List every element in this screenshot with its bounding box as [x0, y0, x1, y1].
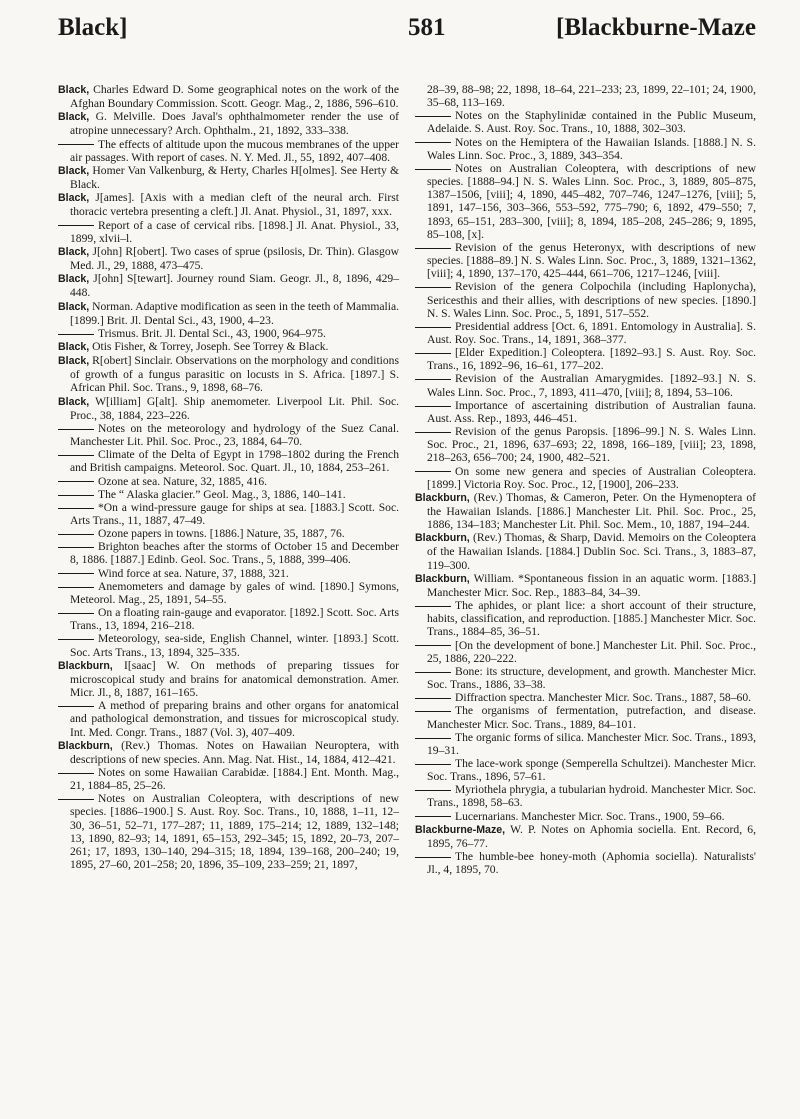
entry-text: Diffraction spectra. Manchester Micr. Soc. Trans., 1887, 58–60.: [455, 691, 752, 705]
bib-entry: [58, 300, 399, 327]
bib-entry: [415, 346, 756, 372]
ditto-dash: [58, 508, 94, 509]
author-name: Black,: [58, 164, 90, 177]
entry-text: Notes on the meteorology and hydrology of the Suez Canal. Manchester Lit. Phil. Soc. Proc., 23, 1884, 64–70.: [70, 421, 399, 449]
entry-text: [On the development of bone.] Manchester Lit. Phil. Soc. Proc., 25, 1886, 220–222.: [427, 638, 756, 665]
ditto-dash: [415, 142, 451, 143]
author-name: Black,: [58, 395, 90, 408]
bib-entry: [58, 488, 399, 501]
ditto-dash: [415, 379, 451, 380]
ditto-dash: [415, 790, 451, 791]
entry-text: Revision of the genus Heteronyx, with descriptions of new species. [1888–89.] N. S. Wales Linn. Soc. Proc., 3, 1889, 1321–1362, [viii]; 4, 1890, 137–170, 425–444, 661–706, 1217–1246, [viii].: [427, 240, 756, 281]
ditto-dash: [415, 471, 451, 472]
entry-text: Notes on Australian Coleoptera, with descriptions of new species. [1886–1900.] S. Aust. Roy. Soc. Trans., 10, 1888, 1–11, 12–30, 36–51, 52–71, 177–287; 11, 1889, 175–214; 12, 1889, 132–148; 13, 1890, 82–93; 14, 1891, 65–153, 292–345; 15, 1892, 20–73, 207–261; 17, 1893, 130–140, 294–315; 18, 1894, 139–168, 200–240; 19, 1895, 27–60, 201–258; 20, 1896, 35–109, 233–259; 21, 1897,: [70, 792, 399, 872]
ditto-dash: [415, 645, 451, 646]
bib-entry: [415, 372, 756, 398]
entry-text: Wind force at sea. Nature, 37, 1888, 321.: [98, 566, 289, 580]
bib-entry: [415, 109, 756, 135]
ditto-dash: [415, 406, 451, 407]
bib-entry: [58, 659, 399, 699]
entry-text: Revision of the Australian Amarygmides. [1892–93.] N. S. Wales Linn. Soc. Proc., 7, 1893, 411–470, [viii]; 8, 1894, 53–106.: [427, 372, 756, 399]
bib-entry: [415, 757, 756, 783]
running-header: [52, 0, 756, 60]
entry-text: Notes on the Staphylinidæ contained in the Public Museum, Adelaide. S. Aust. Roy. Soc. Trans., 10, 1888, 302–303.: [427, 109, 756, 136]
entry-text: Trismus. Brit. Jl. Dental Sci., 43, 1900, 964–975.: [98, 326, 326, 340]
ditto-dash: [415, 327, 451, 328]
header-left: Black]: [58, 14, 128, 41]
bib-entry: [58, 475, 399, 488]
bib-entry: [58, 327, 399, 340]
entry-text: Homer Van Valkenburg, & Herty, Charles H[olmes]. See Herty & Black.: [70, 163, 399, 192]
bib-entry: [58, 191, 399, 218]
author-name: Black,: [58, 111, 90, 124]
entry-text: The effects of altitude upon the mucous membranes of the upper air passages. With report of cases. N. Y. Med. Jl., 55, 1892, 407–408.: [70, 137, 399, 164]
bib-entry: [58, 527, 399, 540]
ditto-dash: [58, 481, 94, 482]
ditto-dash: [58, 144, 94, 145]
bib-entry: [415, 639, 756, 665]
bib-entry: [58, 138, 399, 164]
author-name: Black,: [58, 355, 90, 368]
ditto-dash: [58, 773, 94, 774]
author-name: Blackburne-Maze,: [415, 823, 506, 836]
ditto-dash: [58, 799, 94, 800]
entry-text: (Rev.) Thomas, & Cameron, Peter. On the Hymenoptera of the Hawaiian Islands. [1886.] Manchester Lit. Phil. Soc. Proc., 25, 1886, 134–183; Manchester Lit. Phil. Soc. Mem., 10, 1887, 194–244.: [427, 490, 756, 532]
header-right: [Blackburne-Maze: [556, 14, 756, 41]
entry-text: [Elder Expedition.] Coleoptera. [1892–93.] S. Aust. Roy. Soc. Trans., 16, 1892–96, 16–61, 177–202.: [427, 346, 756, 373]
bib-entry: [58, 540, 399, 566]
entry-text: Otis Fisher, & Torrey, Joseph. See Torrey & Black.: [89, 339, 329, 353]
ditto-dash: [415, 672, 451, 673]
entry-text: The lace-work sponge (Semperella Schultzei). Manchester Micr. Soc. Trans., 1896, 57–61.: [427, 756, 756, 784]
entry-text: I[saac] W. On methods of preparing tissues for microscopical study and brains for anatomical demonstration. Amer. Micr. Jl., 8, 1887, 161–165.: [70, 658, 399, 700]
author-name: Black,: [58, 273, 90, 286]
bib-entry: [58, 110, 399, 137]
ditto-dash: [415, 698, 451, 699]
bib-entry: [415, 83, 756, 109]
entry-text: Meteorology, sea-side, English Channel, winter. [1893.] Scott. Soc. Arts Trans., 13, 1894, 325–335.: [70, 632, 399, 659]
entry-text: Report of a case of cervical ribs. [1898.] Jl. Anat. Physiol., 33, 1899, xlvii–l.: [70, 218, 399, 245]
bib-entry: [415, 162, 756, 241]
bib-entry: [415, 465, 756, 491]
entry-text: *On a wind-pressure gauge for ships at sea. [1883.] Scott. Soc. Arts Trans., 11, 1887, 47–49.: [70, 500, 399, 527]
ditto-dash: [415, 738, 451, 739]
bib-entry: [58, 567, 399, 580]
left-column: [58, 83, 399, 876]
entry-text: J[ohn] R[obert]. Two cases of sprue (psilosis, Dr. Thin). Glasgow Med. Jl., 29, 1888, 473–475.: [70, 244, 399, 273]
entry-text: Brighton beaches after the storms of October 15 and December 8, 1886. [1887.] Edinb. Geol. Soc. Trans., 5, 1888, 399–406.: [70, 540, 399, 567]
bib-entry: [58, 219, 399, 245]
bib-entry: [58, 395, 399, 422]
bib-entry: [415, 425, 756, 464]
bib-entry: [415, 665, 756, 691]
ditto-dash: [58, 495, 94, 496]
bib-entry: [415, 241, 756, 280]
ditto-dash: [415, 116, 451, 117]
entry-text: Myriothela phrygia, a tubularian hydroid. Manchester Micr. Soc. Trans., 1898, 58–63.: [427, 783, 756, 810]
entry-text: Climate of the Delta of Egypt in 1798–1802 during the French and British campaigns. Meteorol. Soc. Quart. Jl., 10, 1884, 253–261.: [70, 448, 399, 475]
author-name: Blackburn,: [415, 572, 470, 585]
entry-text: Revision of the genus Paropsis. [1896–99.] N. S. Wales Linn. Soc. Proc., 21, 1896, 637–693; 22, 1898, 166–189, [viii]; 23, 1898, 218–263, 656–700; 24, 1900, 482–521.: [427, 425, 756, 465]
bib-entry: [58, 354, 399, 394]
bib-entry: [58, 448, 399, 474]
entry-text: (Rev.) Thomas, & Sharp, David. Memoirs on the Coleoptera of the Hawaiian Islands. [1884.] Dublin Soc. Sci. Trans., 3, 1883–87, 119–300.: [427, 531, 756, 572]
bib-entry: [415, 850, 756, 876]
entry-text: The organic forms of silica. Manchester Micr. Soc. Trans., 1893, 19–31.: [427, 730, 756, 757]
bib-entry: [415, 599, 756, 638]
ditto-dash: [415, 353, 451, 354]
bib-entry: [415, 531, 756, 571]
ditto-dash: [58, 587, 94, 588]
ditto-dash: [415, 606, 451, 607]
ditto-dash: [58, 639, 94, 640]
ditto-dash: [415, 248, 451, 249]
author-name: Black,: [58, 300, 90, 313]
entry-text: A method of preparing brains and other organs for anatomical and pathological demonstration, and tissues for microscopical study. Int. Med. Congr. Trans., 1887 (Vol. 3), 407–409.: [70, 699, 399, 739]
entry-text: The organisms of fermentation, putrefaction, and disease. Manchester Micr. Soc. Trans., 1889, 84–101.: [427, 704, 756, 731]
ditto-dash: [58, 534, 94, 535]
ditto-dash: [58, 547, 94, 548]
ditto-dash: [58, 455, 94, 456]
bib-entry: [58, 245, 399, 272]
ditto-dash: [415, 287, 451, 288]
bib-entry: [58, 606, 399, 632]
entry-text: G. Melville. Does Javal's ophthalmometer render the use of atropine unnecessary? Arch. Ophthalm., 21, 1892, 333–338.: [70, 110, 399, 138]
ditto-dash: [58, 225, 94, 226]
bib-entry: [58, 164, 399, 191]
entry-text: (Rev.) Thomas. Notes on Hawaiian Neuroptera, with descriptions of new species. Ann. Mag. Nat. Hist., 14, 1884, 412–421.: [70, 738, 399, 766]
author-name: Black,: [58, 192, 90, 205]
entry-text: Ozone at sea. Nature, 32, 1885, 416.: [98, 474, 268, 488]
bib-entry: [58, 580, 399, 606]
entry-text: Presidential address [Oct. 6, 1891. Entomology in Australia]. S. Aust. Roy. Soc. Trans., 14, 1891, 368–377.: [427, 319, 756, 346]
entry-text: Notes on the Hemiptera of the Hawaiian Islands. [1888.] N. S. Wales Linn. Soc. Proc., 3, 1889, 343–354.: [427, 135, 756, 162]
bib-entry: [58, 766, 399, 792]
entry-text: The aphides, or plant lice: a short account of their structure, habits, classification, and reproduction. [1885.] Manchester Micr. Soc. Trans., 1884–85, 36–51.: [427, 599, 756, 639]
bib-entry: [58, 739, 399, 766]
bib-entry: [415, 572, 756, 599]
author-name: Blackburn,: [58, 739, 113, 752]
bib-entry: [415, 280, 756, 319]
bib-entry: [415, 136, 756, 162]
bib-entry: [415, 823, 756, 850]
ditto-dash: [58, 573, 94, 574]
bib-entry: [415, 810, 756, 823]
entry-text: On a floating rain-gauge and evaporator. [1892.] Scott. Soc. Arts Trans., 13, 1894, 216–218.: [70, 606, 399, 633]
bib-entry: [58, 792, 399, 871]
author-name: Black,: [58, 340, 90, 353]
entry-text: On some new genera and species of Australian Coleoptera. [1899.] Victoria Roy. Soc. Proc., 12, [1900], 206–233.: [427, 464, 756, 491]
right-column: [415, 83, 756, 876]
ditto-dash: [415, 711, 451, 712]
author-name: Blackburn,: [415, 491, 470, 504]
bib-entry: [58, 272, 399, 299]
ditto-dash: [58, 613, 94, 614]
author-name: Black,: [58, 84, 90, 96]
ditto-dash: [415, 857, 451, 858]
bib-entry: [415, 691, 756, 704]
ditto-dash: [415, 764, 451, 765]
entry-text: Charles Edward D. Some geographical notes on the work of the Afghan Boundary Commission. Scott. Geogr. Mag., 2, 1886, 596–610.: [70, 83, 399, 111]
bib-entry: [58, 340, 399, 354]
author-name: Blackburn,: [415, 532, 470, 545]
entry-text: Notes on some Hawaiian Carabidæ. [1884.] Ent. Month. Mag., 21, 1884–85, 25–26.: [70, 765, 399, 793]
entry-text: W. P. Notes on Aphomia sociella. Ent. Record, 6, 1895, 76–77.: [427, 822, 756, 850]
bib-entry: [58, 501, 399, 527]
entry-text: Anemometers and damage by gales of wind. [1890.] Symons, Meteorol. Mag., 25, 1891, 54–55.: [70, 579, 399, 606]
entry-text: Norman. Adaptive modification as seen in the teeth of Mammalia. [1899.] Brit. Jl. Dental Sci., 43, 1900, 4–23.: [70, 299, 399, 327]
ditto-dash: [58, 334, 94, 335]
bib-entry: [415, 783, 756, 809]
entry-text: Revision of the genera Colpochila (including Haplonycha), Sericesthis and their allies, with descriptions of new species. [1890.] N. S. Wales Linn. Soc. Proc., 5, 1891, 517–552.: [427, 280, 756, 320]
page-number: 581: [408, 14, 446, 41]
author-name: Black,: [58, 245, 90, 258]
ditto-dash: [415, 169, 451, 170]
entry-text: The “ Alaska glacier.” Geol. Mag., 3, 1886, 140–141.: [98, 487, 346, 501]
entry-text: 28–39, 88–98; 22, 1898, 18–64, 221–233; 23, 1899, 22–101; 24, 1900, 35–68, 113–169.: [427, 83, 756, 110]
bib-entry: [58, 83, 399, 110]
bib-entry: [58, 632, 399, 658]
entry-text: R[obert] Sinclair. Observations on the morphology and conditions of growth of a fungus parasitic on locusts in S. Africa. [1897.] S. African Phil. Soc. Trans., 9, 1898, 68–76.: [70, 354, 399, 395]
ditto-dash: [415, 432, 451, 433]
entry-text: Ozone papers in towns. [1886.] Nature, 35, 1887, 76.: [98, 527, 345, 541]
ditto-dash: [415, 816, 451, 817]
entry-text: The humble-bee honey-moth (Aphomia sociella). Naturalists' Jl., 4, 1895, 70.: [427, 850, 756, 877]
entry-text: Importance of ascertaining distribution of Australian fauna. Aust. Ass. Rep., 1893, 446–451.: [427, 398, 756, 425]
ditto-dash: [58, 429, 94, 430]
ditto-dash: [58, 706, 94, 707]
entry-text: J[ames]. [Axis with a median cleft of the neural arch. First thoracic vertebra presenting a cleft.] Jl. Anat. Physiol., 31, 1897, xxx.: [70, 191, 399, 219]
entry-text: Notes on Australian Coleoptera, with descriptions of new species. [1888–94.] N. S. Wales Linn. Soc. Proc., 3, 1889, 805–875, 1387–1506, [viii]; 4, 1890, 445–482, 707–746, 1247–1276, [viii]; 5, 1891, 147–156, 303–366, 553–592, 775–790; 6, 1892, 479–550; 7, 1893, 65–151, 283–300, [viii]; 8, 1894, 185–208, 245–286; 9, 1895, 85–108, [x].: [427, 161, 756, 241]
bib-entry: [415, 704, 756, 730]
entry-text: J[ohn] S[tewart]. Journey round Siam. Geogr. Jl., 8, 1896, 429–448.: [70, 272, 399, 300]
bib-entry: [415, 320, 756, 346]
bib-entry: [58, 422, 399, 448]
author-name: Blackburn,: [58, 659, 113, 672]
bib-entry: [415, 399, 756, 425]
bib-entry: [415, 491, 756, 531]
bib-entry: [58, 699, 399, 738]
entry-text: Bone: its structure, development, and growth. Manchester Micr. Soc. Trans., 1886, 33–38.: [427, 664, 756, 692]
entry-text: William. *Spontaneous fission in an aquatic worm. [1883.] Manchester Micr. Soc. Rep., 1883–84, 34–39.: [427, 571, 756, 599]
bib-entry: [415, 731, 756, 757]
entry-text: Lucernarians. Manchester Micr. Soc. Trans., 1900, 59–66.: [455, 809, 725, 823]
entry-text: W[illiam] G[alt]. Ship anemometer. Liverpool Lit. Phil. Soc. Proc., 38, 1884, 223–226.: [70, 394, 399, 422]
columns: [58, 83, 756, 876]
